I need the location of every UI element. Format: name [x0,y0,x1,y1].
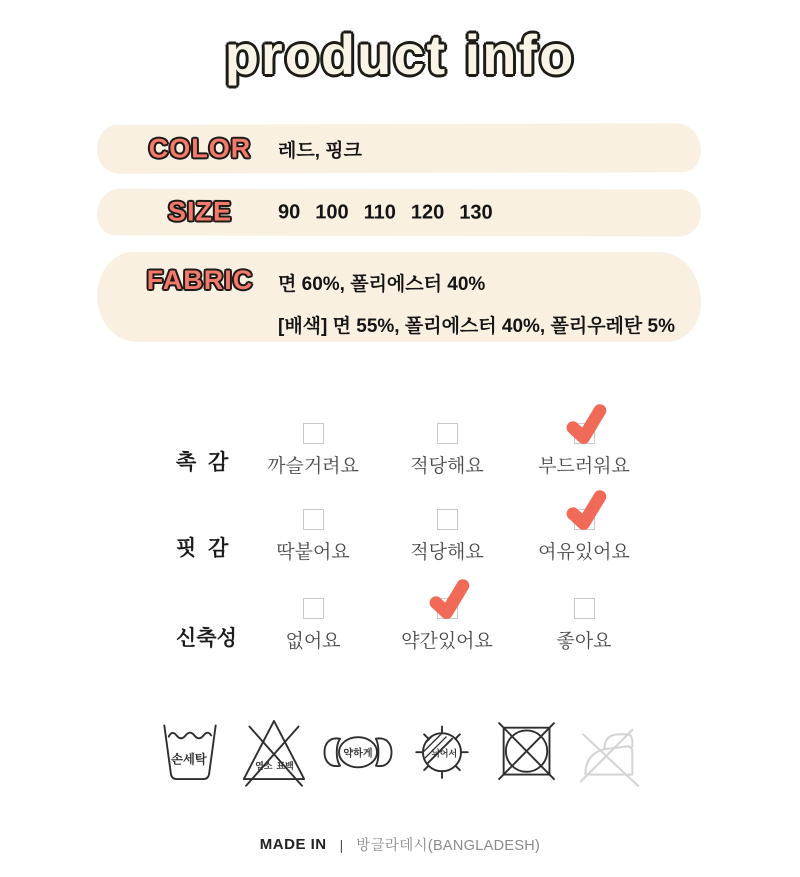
size-value: 120 [410,201,445,224]
fabric-label: FABRIC [146,264,254,295]
made-in-footer [0,834,800,855]
color-label: COLOR [148,132,252,164]
no-chlorine-bleach-icon [238,712,310,788]
attribute-category-fit: 핏 감 [176,537,229,560]
option-elasticity-none: 없어요 [242,598,384,653]
color-row [97,123,701,174]
color-value: 레드, 핑크 [277,140,363,162]
care-instructions-row [154,712,646,788]
size-value: 100 [315,200,349,223]
size-row [97,188,701,236]
check-mark-icon [561,401,612,450]
checkbox-checked [574,509,595,530]
made-in-label: MADE IN [259,836,327,853]
option-texture-moderate: 적당해요 [376,423,518,478]
option-texture-soft: 부드러워요 [513,423,655,478]
option-elasticity-slight: 약간있어요 [376,598,518,653]
checkbox-unchecked [437,423,458,444]
checkbox-unchecked [437,509,458,530]
care-icon-label: 표백 [276,761,294,771]
fabric-row [97,252,701,342]
size-value: 110 [363,200,396,223]
size-values [278,201,493,224]
fabric-line-main: 면 60%, 폴리에스터 40% [278,274,486,295]
attribute-category-texture: 촉 감 [176,451,229,474]
hand-wash-icon [154,712,226,788]
care-icon-label: 염소 [255,761,273,771]
option-fit-loose: 여유있어요 [513,509,655,564]
option-fit-tight: 딱붙어요 [242,509,384,564]
no-tumble-dry-icon [490,712,562,788]
care-icon-label: 손세탁 [171,752,207,767]
checkbox-unchecked [574,598,595,619]
origin-country: 방글라데시(BANGLADESH) [356,838,541,854]
check-mark-icon [561,487,612,536]
footer-separator: | [339,836,344,853]
checkbox-unchecked [303,598,324,619]
option-fit-moderate: 적당해요 [376,509,518,564]
check-mark-icon [424,576,475,625]
checkbox-unchecked [303,509,324,530]
no-iron-icon [574,712,646,788]
care-icon-label: 뉘어서 [431,748,458,759]
fabric-values [278,269,675,338]
checkbox-checked [437,598,458,619]
size-label: SIZE [167,195,233,227]
size-value: 130 [459,201,493,224]
wring-gently-icon [322,712,394,788]
fabric-line-contrast: [배색] 면 55%, 폴리에스터 40%, 폴리우레탄 5% [278,316,676,337]
option-texture-scratchy: 까슬거려요 [242,423,384,478]
size-value: 90 [277,200,301,223]
option-elasticity-good: 좋아요 [513,598,655,653]
dry-flat-shade-icon [406,712,478,788]
page-title: product info [224,23,576,86]
checkbox-checked [574,423,595,444]
care-icon-label: 약하게 [343,748,373,760]
checkbox-unchecked [303,423,324,444]
attribute-category-elasticity: 신축성 [176,627,237,650]
